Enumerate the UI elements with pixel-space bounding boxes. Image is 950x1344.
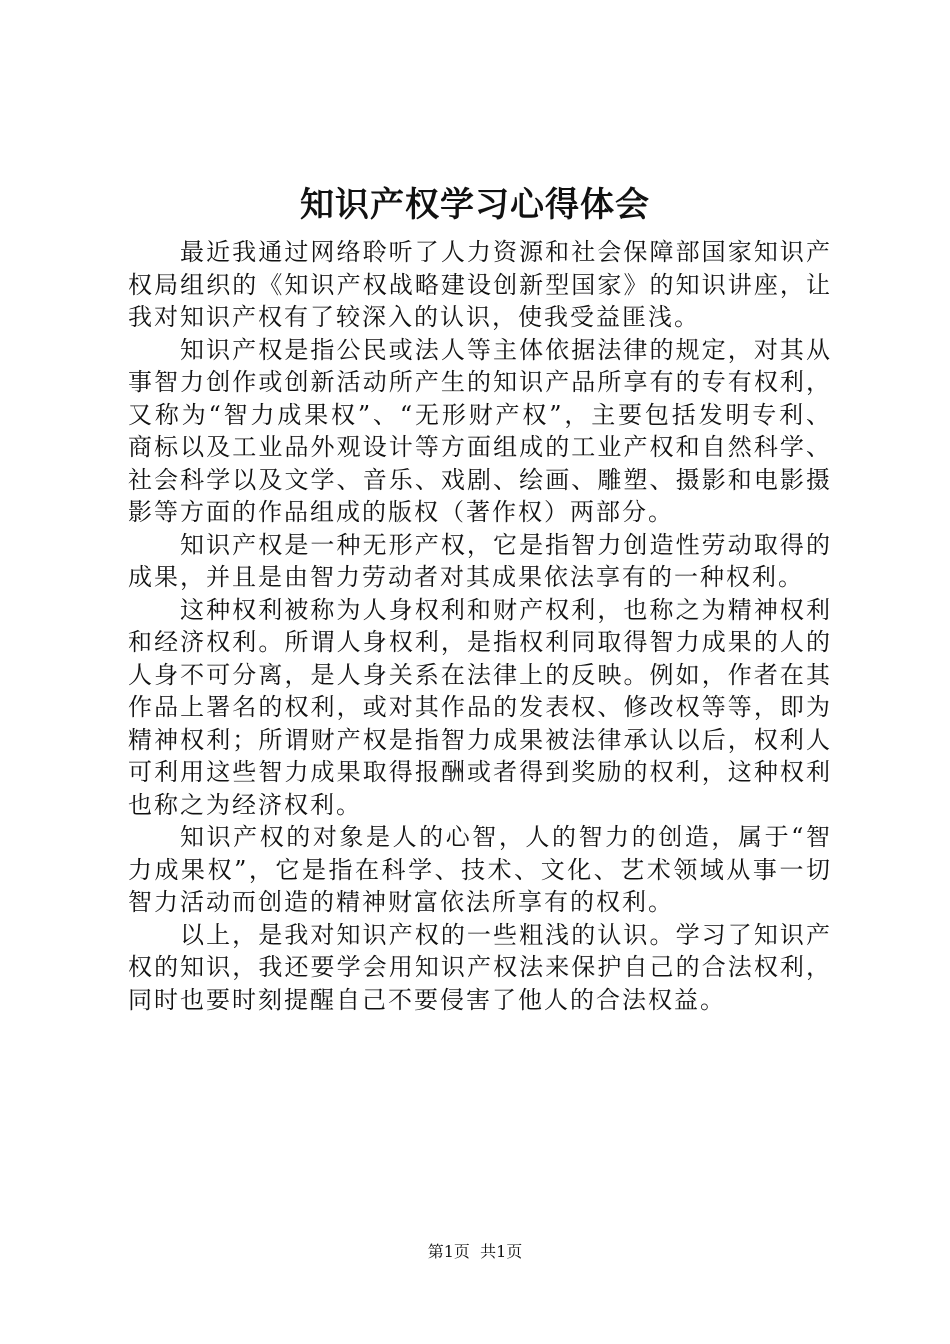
- document-body: [128, 236, 832, 1016]
- footer-spacer: [470, 1242, 480, 1261]
- paragraph-3: 知识产权是一种无形产权，它是指智力创造性劳动取得的成果，并且是由智力劳动者对其成果依法享有的一种权利。: [128, 530, 832, 591]
- document-title: 知识产权学习心得体会: [300, 185, 650, 225]
- page-number-current: 第1页: [427, 1242, 470, 1261]
- paragraph-6: 以上，是我对知识产权的一些粗浅的认识。学习了知识产权的知识，我还要学会用知识产权法来保护自己的合法权利，同时也要时刻提醒自己不要侵害了他人的合法权益。: [128, 920, 832, 1014]
- paragraph-5: 知识产权的对象是人的心智，人的智力的创造，属于“智力成果权”，它是指在科学、技术、文化、艺术领域从事一切智力活动而创造的精神财富依法所享有的权利。: [128, 823, 832, 916]
- page-footer: [0, 1240, 950, 1264]
- paragraph-4: 这种权利被称为人身权利和财产权利，也称之为精神权利和经济权利。所谓人身权利，是指权利同取得智力成果的人的人身不可分离，是人身关系在法律上的反映。例如，作者在其作品上署名的权利，或对其作品的发表权、修改权等等，即为精神权利；所谓财产权是指智力成果被法律承认以后，权利人可利用这些智力成果取得报酬或者得到奖励的权利，这种权利也称之为经济权利。: [128, 595, 832, 819]
- paragraph-1: 最近我通过网络聆听了人力资源和社会保障部国家知识产权局组织的《知识产权战略建设创新型国家》的知识讲座，让我对知识产权有了较深入的认识，使我受益匪浅。: [128, 238, 832, 331]
- page-number-total: 共1页: [480, 1242, 523, 1261]
- paragraph-2: 知识产权是指公民或法人等主体依据法律的规定，对其从事智力创作或创新活动所产生的知识产品所享有的专有权利，又称为“智力成果权”、“无形财产权”，主要包括发明专利、商标以及工业品外观设计等方面组成的工业产权和自然科学、社会科学以及文学、音乐、戏剧、绘画、雕塑、摄影和电影摄影等方面的作品组成的版权（著作权）两部分。: [128, 335, 832, 526]
